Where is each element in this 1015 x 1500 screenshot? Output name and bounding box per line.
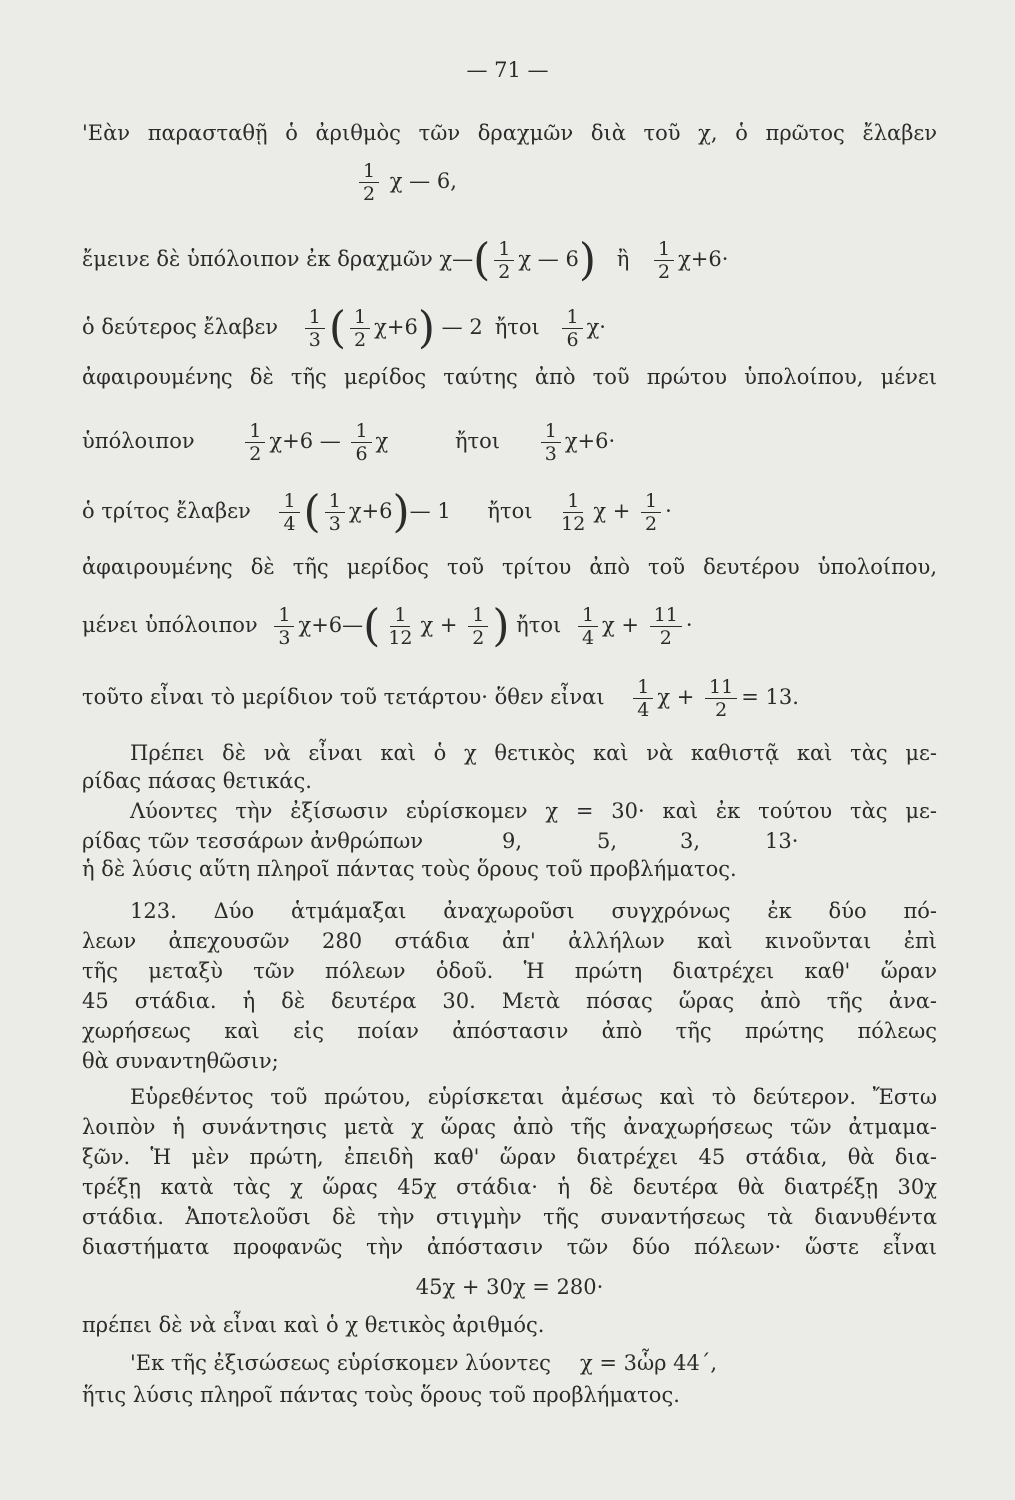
equation-1: $\frac{1}{2}$ χ — 6, [355, 160, 655, 205]
text-line: λεων ἀπεχουσῶν 280 στάδια ἀπ' ἀλλήλων καὶ κινοῦνται ἐπὶ [82, 929, 937, 953]
text-line: πρέπει δὲ νὰ εἶναι καὶ ὁ χ θετικὸς ἀριθμός. [82, 1313, 545, 1337]
text-line: στάδια. Ἀποτελοῦσι δὲ τὴν στιγμὴν τῆς συναντήσεως τὰ διανυθέντα [82, 1205, 937, 1229]
open-paren: ( [473, 234, 491, 286]
text-line: λοιπὸν ἡ συνάντησις μετὰ χ ὥρας ἀπὸ τῆς ἀναχωρήσεως τῶν ἀτμαμα- [82, 1115, 937, 1139]
text-line: Πρέπει δὲ νὰ εἶναι καὶ ὁ χ θετικὸς καὶ νὰ καθιστᾷ καὶ τὰς με- [130, 741, 937, 765]
equation-2: ἔμεινε δὲ ὑπόλοιπον ἐκ δραχμῶν χ—( $\frac{1}{2}$ χ — 6) ἢ $\frac{1}{2}$ χ+6· [82, 234, 729, 286]
text-line: τρέξῃ κατὰ τὰς χ ὥρας 45χ στάδια· ἡ δὲ δευτέρα θὰ διατρέξῃ 30χ [82, 1175, 937, 1199]
text-line: ρίδας πάσας θετικάς. [82, 769, 312, 793]
text-line: ξῶν. Ἡ μὲν πρώτη, ἐπειδὴ καθ' ὥραν διατρέχει 45 στάδια, θὰ δια- [82, 1145, 937, 1169]
text-line: 123. Δύο ἁτμάμαξαι ἀναχωροῦσι συγχρόνως ἐκ δύο πό- [130, 899, 937, 923]
equation-10: 45χ + 30χ = 280· [415, 1275, 604, 1299]
text-line: ἥτις λύσις πληροῖ πάντας τοὺς ὅρους τοῦ προβλήματος. [82, 1383, 680, 1407]
text-line: 'Εκ τῆς ἐξισώσεως εὑρίσκομεν λύοντες χ = 3ὧρ 44΄, [130, 1351, 718, 1375]
text-line: Λύοντες τὴν ἐξίσωσιν εὑρίσκομεν χ = 30· καὶ ἐκ τούτου τὰς με- [130, 799, 937, 823]
equation-3: ὁ δεύτερος ἔλαβεν $\frac{1}{3}$ ( $\frac{1}{2}$ χ+6) — 2 ἤτοι $\frac{1}{6}$ χ· [82, 302, 606, 354]
equation-9: τοῦτο εἶναι τὸ μερίδιον τοῦ τετάρτου· ὅθεν εἶναι $\frac{1}{4}$ χ + $\frac{11}{2}$ = 13. [82, 676, 799, 721]
equation-8: μένει ὑπόλοιπον $\frac{1}{3}$ χ+6—( $\frac{1}{12}$ χ + $\frac{1}{2}$ ) ἤτοι $\frac{1}{4}$ χ + $\frac{11}{2}$ · [82, 600, 693, 652]
text-line: χωρήσεως καὶ εἰς ποίαν ἀπόστασιν ἀπὸ τῆς πρώτης πόλεως [82, 1019, 937, 1043]
text-line: ρίδας τῶν τεσσάρων ἀνθρώπων 9, 5, 3, 13· [82, 829, 799, 853]
text-line: τῆς μεταξὺ τῶν πόλεων ὁδοῦ. Ἡ πρώτη διατρέχει καθ' ὥραν [82, 959, 937, 983]
text-line: θὰ συναντηθῶσιν; [82, 1049, 279, 1073]
fraction: $\frac{1}{2}$ [359, 160, 379, 205]
text-line: διαστήματα προφανῶς τὴν ἀπόστασιν τῶν δύο πόλεων· ὥστε εἶναι [82, 1235, 937, 1259]
text-line: ἡ δὲ λύσις αὕτη πληροῖ πάντας τοὺς ὅρους τοῦ προβλήματος. [82, 857, 737, 881]
equation-5: ὑπόλοιπον $\frac{1}{2}$ χ+6 — $\frac{1}{6}$ χ ἤτοι $\frac{1}{3}$ χ+6· [82, 420, 616, 465]
close-paren: ) [578, 234, 596, 286]
page-number: — 71 — [466, 58, 549, 82]
text-line: 45 στάδια. ἡ δὲ δευτέρα 30. Μετὰ πόσας ὥρας ἀπὸ τῆς ἀνα- [82, 989, 937, 1013]
text-line: ἀφαιρουμένης δὲ τῆς μερίδος τοῦ τρίτου ἀπὸ τοῦ δευτέρου ὑπολοίπου, [82, 555, 937, 579]
equation-6: ὁ τρίτος ἔλαβεν $\frac{1}{4}$ ( $\frac{1}{3}$ χ+6)— 1 ἤτοι $\frac{1}{12}$ χ + $\frac{1}{2}$ · [82, 486, 672, 538]
text-line: 'Εὰν παρασταθῇ ὁ ἀριθμὸς τῶν δραχμῶν διὰ τοῦ χ, ὁ πρῶτος ἔλαβεν [82, 121, 937, 145]
text-line: ἀφαιρουμένης δὲ τῆς μερίδος ταύτης ἀπὸ τοῦ πρώτου ὑπολοίπου, μένει [82, 365, 937, 389]
text-line: Εὑρεθέντος τοῦ πρώτου, εὑρίσκεται ἀμέσως καὶ τὸ δεύτερον. Ἔστω [130, 1085, 937, 1109]
